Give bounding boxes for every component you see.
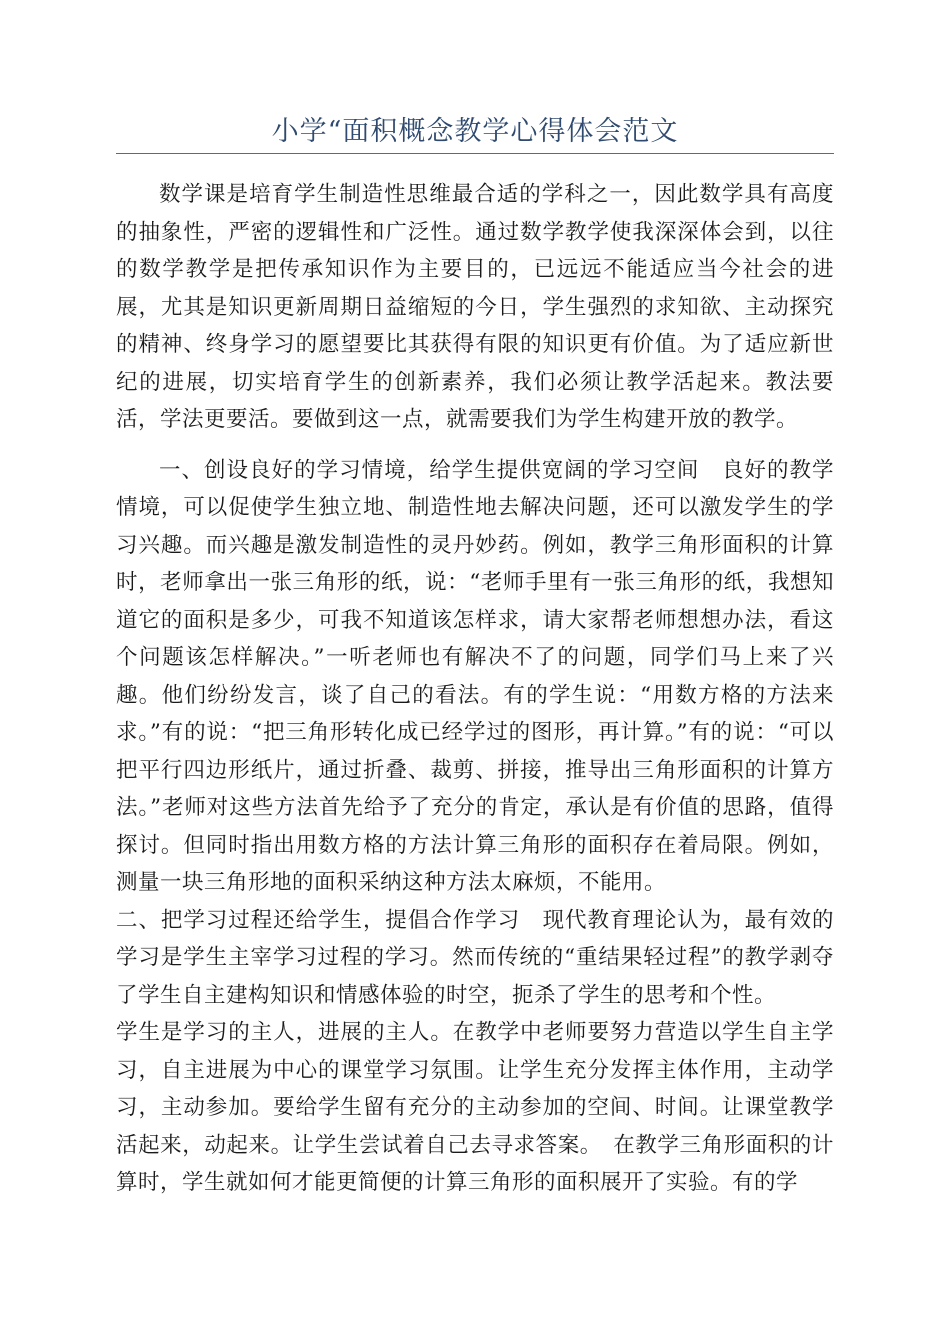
paragraph-section-two: 二、把学习过程还给学生，提倡合作学习 现代教育理论认为，最有效的学习是学生主宰学习过程的学习。然而传统的“重结果轻过程”的教学剥夺了学生自主建构知识和情感体验的时空，扼杀了学生的思考和个性。 — [116, 907, 834, 1008]
document-body — [116, 176, 834, 1202]
paragraph-student-centered: 学生是学习的主人，进展的主人。在教学中老师要努力营造以学生自主学习，自主进展为中心的课堂学习氛围。让学生充分发挥主体作用，主动学习，主动参加。要给学生留有充分的主动参加的空间、时间。让课堂教学活起来，动起来。让学生尝试着自己去寻求答案。 在教学三角形面积的计算时，学生就如何才能更简便的计算三角形的面积展开了实验。有的学 — [116, 1020, 834, 1195]
paragraph-section-one: 一、创设良好的学习情境，给学生提供宽阔的学习空间 良好的教学情境，可以促使学生独立地、制造性地去解决问题，还可以激发学生的学习兴趣。而兴趣是激发制造性的灵丹妙药。例如，教学三角形面积的计算时，老师拿出一张三角形的纸，说：“老师手里有一张三角形的纸，我想知道它的面积是多少，可我不知道该怎样求，请大家帮老师想想办法，看这个问题该怎样解决。”一听老师也有解决不了的问题，同学们马上来了兴趣。他们纷纷发言，谈了自己的看法。有的学生说：“用数方格的方法来求。”有的说：“把三角形转化成已经学过的图形，再计算。”有的说：“可以把平行四边形纸片，通过折叠、裁剪、拼接，推导出三角形面积的计算方法。”老师对这些方法首先给予了充分的肯定，承认是有价值的思路，值得探讨。但同时指出用数方格的方法计算三角形的面积存在着局限。例如，测量一块三角形地的面积采纳这种方法太麻烦，不能用。 — [116, 457, 834, 895]
document-title: 小学“面积概念教学心得体会范文 — [271, 116, 679, 147]
title-underline — [116, 153, 834, 154]
paragraph-intro: 数学课是培育学生制造性思维最合适的学科之一，因此数学具有高度的抽象性，严密的逻辑性和广泛性。通过数学教学使我深深体会到，以往的数学教学是把传承知识作为主要目的，已远远不能适应当今社会的进展，尤其是知识更新周期日益缩短的今日，学生强烈的求知欲、主动探究的精神、终身学习的愿望要比其获得有限的知识更有价值。为了适应新世纪的进展，切实培育学生的创新素养，我们必须让教学活起来。教法要活，学法更要活。要做到这一点，就需要我们为学生构建开放的教学。 — [116, 182, 834, 432]
